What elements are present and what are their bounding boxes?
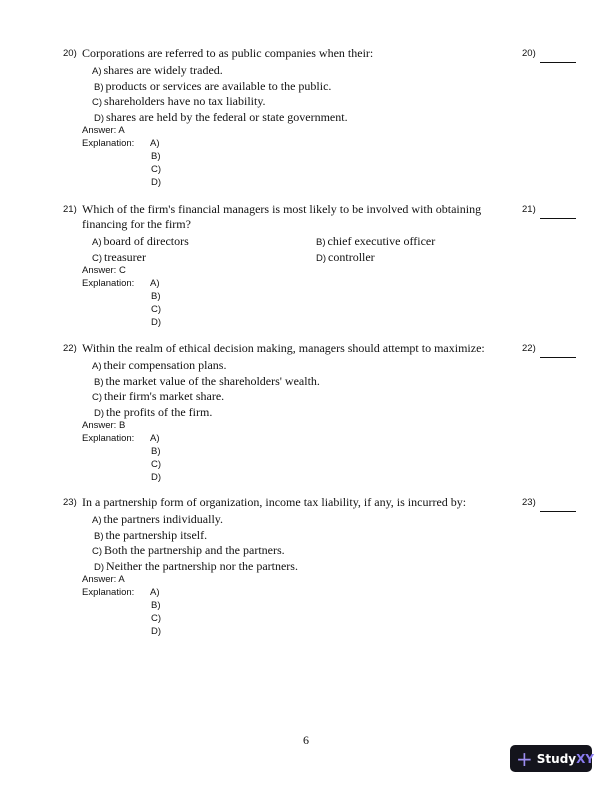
option-letter: C) [92,392,103,403]
option-letter: A) [92,237,102,248]
answer-option [94,403,212,421]
answer-blank [540,345,576,358]
explanation-letter: B) [151,446,161,457]
answer-blank [540,206,576,219]
option-text: Both the partnership and the partners. [104,543,285,557]
option-text: board of directors [103,234,189,248]
question-number: 22) [63,343,77,354]
question-number: 20) [63,48,77,59]
explanation-letter: B) [151,151,161,162]
question-text: Which of the firm's financial managers is most likely to be involved with obtaining [82,202,482,216]
answer-blank [540,50,576,63]
option-letter: A) [92,515,102,526]
answer-blank-number: 21) [522,204,536,215]
question-number: 23) [63,497,77,508]
answer-key: Answer: A [82,125,125,136]
answer-blank [540,499,576,512]
option-letter: C) [92,546,103,557]
option-text: their compensation plans. [103,358,227,372]
option-letter: A) [92,361,102,372]
explanation-letter: C) [151,304,162,315]
option-letter: D) [316,252,327,264]
option-letter: A) [92,66,102,77]
option-letter: D) [94,561,105,573]
explanation-letter: C) [151,613,162,624]
option-letter: B) [94,81,104,93]
explanation-letter: A) [150,587,160,598]
explanation-letter: D) [151,472,162,483]
explanation-letter: A) [150,278,160,289]
answer-key: Answer: A [82,574,125,585]
option-text: the market value of the shareholders' wealth. [105,373,320,388]
option-text: products or services are available to the public. [105,78,332,93]
answer-blank-number: 22) [522,343,536,354]
option-text: chief executive officer [327,234,436,248]
option-text: treasurer [104,249,147,264]
answer-blank-number: 20) [522,48,536,59]
logo-text-accent: XY [576,751,595,766]
option-letter: B) [94,530,104,542]
option-letter: B) [94,376,104,388]
logo-text: Study [536,751,577,766]
answer-key: Answer: B [82,420,126,431]
explanation-label: Explanation: [82,138,135,149]
explanation-letter: D) [151,626,162,637]
answer-key: Answer: C [82,265,126,276]
question-text: Corporations are referred to as public companies when their: [82,46,374,60]
option-text: shares are widely traded. [103,63,223,77]
answer-option [94,108,348,126]
question-text: Within the realm of ethical decision making, managers should attempt to maximize: [82,341,485,355]
option-letter: C) [92,252,103,264]
explanation-label: Explanation: [82,278,135,289]
option-text: the partnership itself. [105,527,208,542]
explanation-letter: A) [150,138,160,149]
explanation-letter: A) [150,433,160,444]
option-text: shares are held by the federal or state government. [106,109,348,124]
explanation-letter: D) [151,177,162,188]
option-text: the profits of the firm. [106,404,213,419]
option-text: their firm's market share. [104,389,225,403]
answer-option [316,248,375,266]
explanation-label: Explanation: [82,587,135,598]
option-letter: D) [94,407,105,419]
question-text: In a partnership form of organization, income tax liability, if any, is incurred by: [82,495,467,509]
answer-option [94,557,298,575]
option-text: Neither the partnership nor the partners. [106,558,298,573]
option-letter: C) [92,97,103,108]
question-number: 21) [63,204,77,215]
option-text: controller [328,249,375,264]
page-number: 6 [303,733,309,747]
plus-icon: + [516,746,533,771]
option-text: the partners individually. [103,512,224,526]
option-text: shareholders have no tax liability. [104,94,266,108]
explanation-letter: D) [151,317,162,328]
question-text: financing for the firm? [82,217,191,231]
answer-option [92,248,146,266]
option-letter: B) [316,237,326,248]
explanation-letter: C) [151,459,162,470]
explanation-letter: B) [151,600,161,611]
explanation-letter: B) [151,291,161,302]
answer-blank-number: 23) [522,497,536,508]
explanation-letter: C) [151,164,162,175]
explanation-label: Explanation: [82,433,135,444]
studyxy-logo[interactable] [510,745,595,772]
option-letter: D) [94,112,105,124]
